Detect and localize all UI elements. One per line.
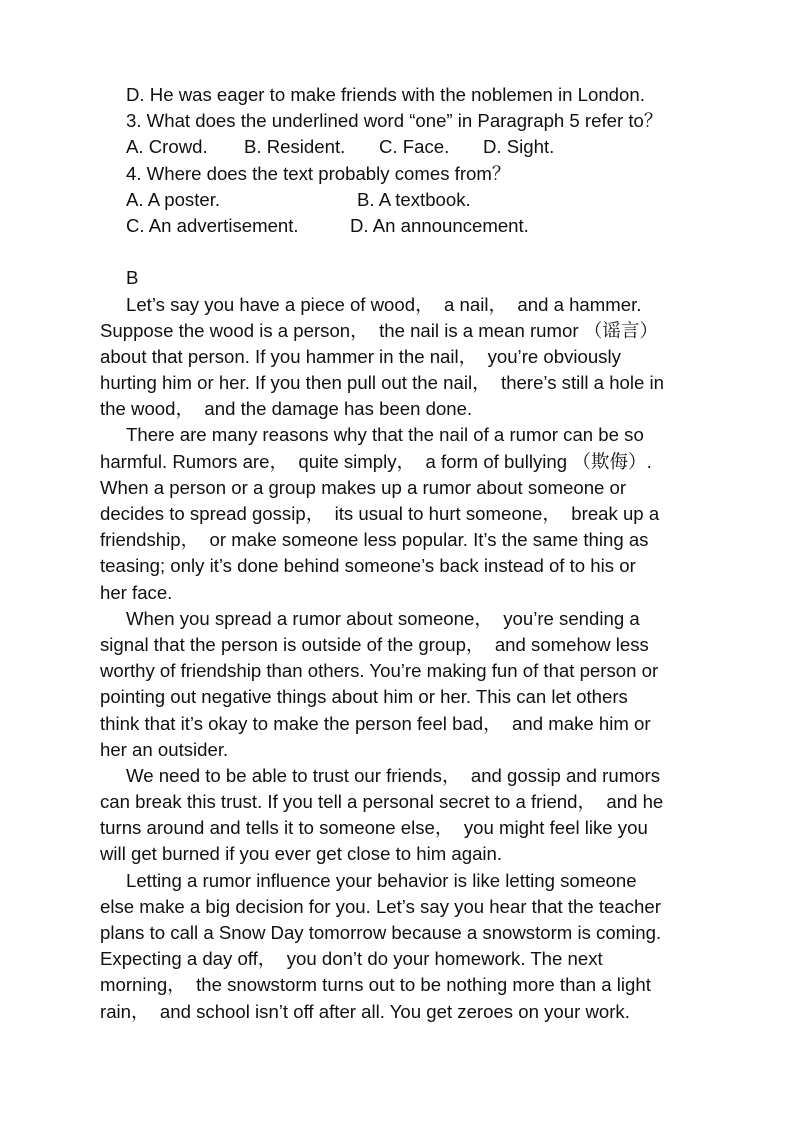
q3-option-b: B. Resident.: [244, 136, 346, 158]
document-page: [100, 82, 700, 1025]
paragraph-line: hurting him or her. If you then pull out the nail， there’s still a hole in: [100, 372, 664, 394]
section-label: B: [126, 267, 139, 289]
q4-options-row1: [100, 187, 700, 213]
paragraph-line: will get burned if you ever get close to him again.: [100, 843, 503, 865]
paragraph-line: about that person. If you hammer in the nail， you’re obviously: [100, 345, 621, 367]
q4-option-a: A. A poster.: [126, 188, 221, 210]
paragraph-2: [100, 422, 700, 605]
paragraph-line: rain， and school isn’t off after all. You get zeroes on your work.: [100, 1000, 630, 1022]
paragraph-line: turns around and tells it to someone else， you might feel like you: [100, 817, 648, 839]
paragraph-line: her face.: [100, 581, 173, 603]
paragraph-line: There are many reasons why that the nail of a rumor can be so: [126, 424, 644, 446]
paragraph-line: can break this trust. If you tell a personal secret to a friend， and he: [100, 791, 664, 813]
paragraph-line: worthy of friendship than others. You’re making fun of that person or: [100, 660, 659, 682]
q4-option-c: C. An advertisement.: [126, 214, 299, 236]
paragraph-line: When a person or a group makes up a rumor about someone or: [100, 476, 627, 498]
q2-option-d: D. He was eager to make friends with the noblemen in London.: [126, 84, 645, 105]
q3-option-a: A. Crowd.: [126, 136, 208, 158]
paragraph-line: teasing; only it’s done behind someone’s back instead of to his or: [100, 555, 636, 577]
paragraph-5: [100, 868, 700, 1025]
paragraph-line: We need to be able to trust our friends， and gossip and rumors: [126, 764, 661, 786]
paragraph-line: signal that the person is outside of the group， and somehow less: [100, 633, 649, 655]
paragraph-line: Suppose the wood is a person， the nail is a mean rumor （谣言）: [100, 319, 659, 341]
q4-stem: 4. Where does the text probably comes from？: [126, 162, 511, 184]
q3-stem: 3. What does the underlined word “one” in Paragraph 5 refer to？: [126, 110, 663, 132]
q3-option-c: C. Face.: [379, 136, 450, 158]
paragraph-line: harmful. Rumors are， quite simply， a form of bullying （欺侮）.: [100, 450, 652, 472]
paragraph-line: think that it’s okay to make the person feel bad， and make him or: [100, 712, 651, 734]
paragraph-line: When you spread a rumor about someone， you’re sending a: [126, 607, 640, 629]
paragraph-line: Expecting a day off， you don’t do your homework. The next: [100, 948, 603, 970]
paragraph-line: else make a big decision for you. Let’s say you hear that the teacher: [100, 895, 661, 917]
q4-option-b: B. A textbook.: [357, 188, 471, 210]
paragraph-3: [100, 606, 700, 763]
paragraph-line: Letting a rumor influence your behavior is like letting someone: [126, 869, 637, 891]
paragraph-line: decides to spread gossip， its usual to hurt someone， break up a: [100, 503, 660, 524]
paragraph-1: [100, 292, 700, 423]
paragraph-line: Let’s say you have a piece of wood， a nail， and a hammer.: [126, 293, 642, 315]
q3-option-d: D. Sight.: [483, 136, 555, 158]
paragraph-line: plans to call a Snow Day tomorrow because a snowstorm is coming.: [100, 922, 662, 943]
paragraph-4: [100, 763, 700, 868]
paragraph-line: her an outsider.: [100, 738, 229, 760]
paragraph-line: pointing out negative things about him or her. This can let others: [100, 686, 628, 708]
spacer: [100, 239, 700, 265]
paragraph-line: the wood， and the damage has been done.: [100, 398, 473, 420]
paragraph-line: morning， the snowstorm turns out to be nothing more than a light: [100, 974, 651, 996]
paragraph-line: friendship， or make someone less popular. It’s the same thing as: [100, 529, 649, 551]
q4-option-d: D. An announcement.: [350, 214, 529, 236]
q3-options: [100, 134, 700, 160]
q4-options-row2: [100, 213, 700, 239]
